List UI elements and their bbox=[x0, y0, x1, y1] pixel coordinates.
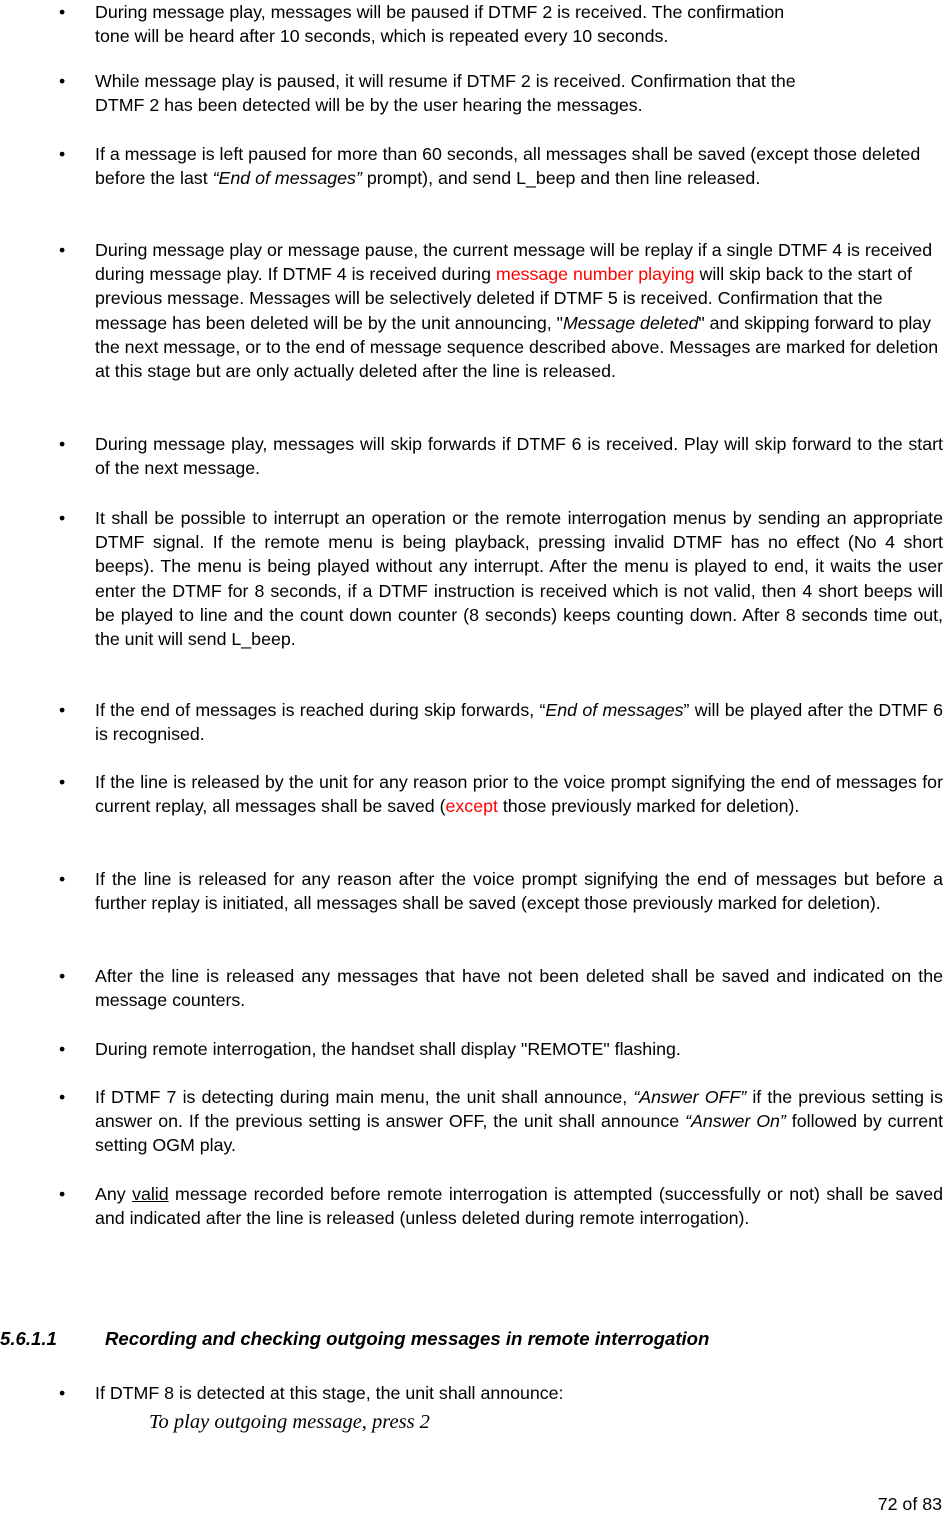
bullet-dot: • bbox=[59, 434, 66, 454]
list-item-text: If the line is released for any reason after the voice prompt signifying the end of messages but before a further replay is initiated, all messages shall be saved (except those previously marked for deletion). bbox=[95, 869, 943, 914]
list-item-text: If a message is left paused for more than 60 seconds, all messages shall be saved (except those deleted before the last “End of messages” prompt), and send L_beep and then line released. bbox=[95, 144, 921, 189]
bullet-dot: • bbox=[59, 966, 66, 986]
bullet-dot: • bbox=[59, 772, 66, 792]
section-title: Recording and checking outgoing messages in remote interrogation bbox=[105, 1328, 710, 1349]
announce-prompt-text: To play outgoing message, press 2 bbox=[149, 1411, 430, 1433]
bullet-dot: • bbox=[59, 71, 66, 91]
list-item-text: While message play is paused, it will resume if DTMF 2 is received. Confirmation that the DTMF 2 has been detected will be by the user hearing the messages. bbox=[95, 71, 796, 116]
list-item-text: Any valid message recorded before remote interrogation is attempted (successfully or not) shall be saved and indicated after the line is released (unless deleted during remote interrogation). bbox=[95, 1184, 943, 1229]
bullet-dot: • bbox=[59, 1184, 66, 1204]
list-item-text: During message play, messages will be paused if DTMF 2 is received. The confirmation tone will be heard after 10 seconds, which is repeated every 10 seconds. bbox=[95, 2, 785, 47]
list-item-text: If DTMF 8 is detected at this stage, the unit shall announce: bbox=[95, 1383, 564, 1403]
page-number: 72 of 83 bbox=[877, 1494, 942, 1514]
bullet-dot: • bbox=[59, 240, 66, 260]
bullet-dot: • bbox=[59, 869, 66, 889]
list-item-text: During remote interrogation, the handset shall display "REMOTE" flashing. bbox=[95, 1039, 681, 1059]
bullet-dot: • bbox=[59, 1039, 66, 1059]
bullet-dot: • bbox=[59, 508, 66, 528]
list-item-text: During message play, messages will skip forwards if DTMF 6 is received. Play will skip forward to the start of the next message. bbox=[95, 434, 943, 479]
bullet-dot: • bbox=[59, 2, 66, 22]
list-item-text: If the end of messages is reached during skip forwards, “End of messages” will be played after the DTMF 6 is recognised. bbox=[95, 700, 944, 745]
bullet-dot: • bbox=[59, 700, 66, 720]
list-item-text: If DTMF 7 is detecting during main menu, the unit shall announce, “Answer OFF” if the previous setting is answer on. If the previous setting is answer OFF, the unit shall announce “Answer On” followed by current setting OGM play. bbox=[95, 1087, 944, 1156]
list-item-text: After the line is released any messages that have not been deleted shall be saved and indicated on the message counters. bbox=[95, 966, 943, 1011]
list-item-text: During message play or message pause, the current message will be replay if a single DTMF 4 is received during message play. If DTMF 4 is received during message number playing will skip back to the start of previous message. Messages will be selectively deleted if DTMF 5 is received. Confirmation that the message has been deleted will be by the unit announcing, "Message deleted" and skipping forward to play the next message, or to the end of message sequence described above. Messages are marked for deletion at this stage but are only actually deleted after the line is released. bbox=[95, 240, 939, 382]
list-item-text: If the line is released by the unit for any reason prior to the voice prompt signifying the end of messages for current replay, all messages shall be saved (except those previously marked for deletion). bbox=[95, 772, 943, 817]
list-item-text: It shall be possible to interrupt an operation or the remote interrogation menus by sending an appropriate DTMF signal. If the remote menu is being playback, pressing invalid DTMF has no effect (No 4 short beeps). The menu is being played without any interrupt. After the menu is played to end, it waits the user enter the DTMF for 8 seconds, if a DTMF instruction is received which is not valid, then 4 short beeps will be played to line and the count down counter (8 seconds) keeps counting down. After 8 seconds time out, the unit will send L_beep. bbox=[95, 508, 943, 650]
section-number: 5.6.1.1 bbox=[0, 1328, 57, 1349]
bullet-dot: • bbox=[59, 144, 66, 164]
bullet-dot: • bbox=[59, 1383, 66, 1403]
bullet-dot: • bbox=[59, 1087, 66, 1107]
